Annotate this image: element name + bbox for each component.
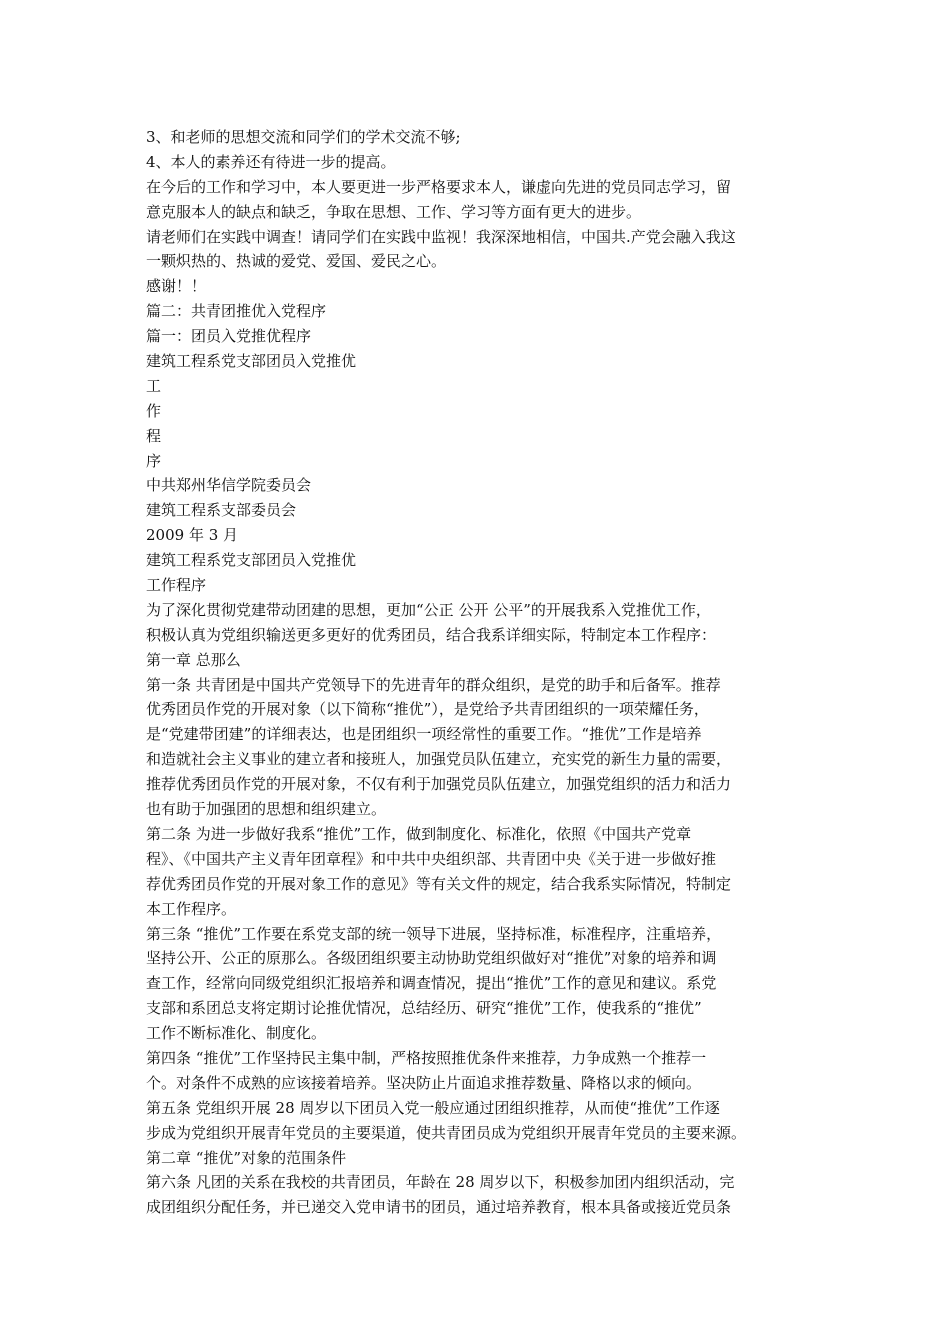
document-line: 第一章 总那么 — [146, 650, 241, 669]
document-line: 工 — [146, 376, 162, 395]
document-line: 第三条 “推优”工作要在系党支部的统一领导下进展，坚持标准，标准程序，注重培养， — [146, 924, 722, 943]
document-line: 建筑工程系支部委员会 — [146, 501, 297, 520]
document-line: 第二章 “推优”对象的范围条件 — [146, 1148, 347, 1167]
document-line: 为了深化贯彻党建带动团建的思想，更加“公正 公开 公平”的开展我系入党推优工作， — [146, 600, 711, 619]
document-line: 和造就社会主义事业的建立者和接班人，加强党员队伍建立，充实党的新生力量的需要， — [146, 750, 732, 769]
document-line: 坚持公开、公正的原那么。各级团组织要主动协助党组织做好对“推优”对象的培养和调 — [146, 949, 717, 968]
document-line: 意克服本人的缺点和缺乏，争取在思想、工作、学习等方面有更大的进步。 — [146, 202, 642, 221]
document-line: 查工作，经常向同级党组织汇报培养和调查情况，提出“推优”工作的意见和建议。系党 — [146, 974, 717, 993]
document-line: 篇二：共青团推优入党程序 — [146, 302, 327, 321]
document-line: 支部和系团总支将定期讨论推优情况，总结经历、研究“推优”工作，使我系的“推优” — [146, 999, 702, 1018]
document-page — [146, 125, 826, 1220]
document-line: 工作不断标准化、制度化。 — [146, 1024, 327, 1043]
document-line: 本工作程序。 — [146, 899, 237, 918]
document-line: 4、本人的素养还有待进一步的提高。 — [146, 152, 396, 171]
document-line: 第二条 为进一步做好我系“推优”工作，做到制度化、标准化，依照《中国共产党章 — [146, 824, 692, 843]
document-line: 中共郑州华信学院委员会 — [146, 476, 312, 495]
document-line: 2009 年 3 月 — [146, 526, 239, 545]
document-line: 感谢！！ — [146, 277, 207, 296]
document-line: 荐优秀团员作党的开展对象工作的意见》等有关文件的规定，结合我系实际情况，特制定 — [146, 874, 732, 893]
document-line: 第六条 凡团的关系在我校的共青团员，年龄在 28 周岁以下，积极参加团内组织活动，完 — [146, 1173, 735, 1192]
document-line: 篇一：团员入党推优程序 — [146, 327, 312, 346]
document-line: 优秀团员作党的开展对象（以下简称“推优”），是党给予共青团组织的一项荣耀任务， — [146, 700, 709, 719]
document-line: 是“党建带团建”的详细表达，也是团组织一项经常性的重要工作。“推优”工作是培养 — [146, 725, 702, 744]
document-line: 第一条 共青团是中国共产党领导下的先进青年的群众组织，是党的助手和后备军。推荐 — [146, 675, 721, 694]
document-line: 推荐优秀团员作党的开展对象，不仅有利于加强党员队伍建立，加强党组织的活力和活力 — [146, 775, 732, 794]
document-line: 3、和老师的思想交流和同学们的学术交流不够; — [146, 128, 461, 146]
document-line: 程 — [146, 426, 162, 445]
document-line: 程》、《中国共产主义青年团章程》和中共中央组织部、共青团中央《关于进一步做好推 — [146, 849, 717, 868]
document-line: 个。对条件不成熟的应该接着培养。坚决防止片面追求推荐数量、降格以求的倾向。 — [146, 1073, 702, 1092]
document-line: 成团组织分配任务，并已递交入党申请书的团员，通过培养教育，根本具备或接近党员条 — [146, 1198, 732, 1217]
document-line: 一颗炽热的、热诚的爱党、爱国、爱民之心。 — [146, 252, 447, 271]
document-line: 在今后的工作和学习中，本人要更进一步严格要求本人，谦虚向先进的党员同志学习，留 — [146, 177, 732, 196]
document-line: 序 — [146, 451, 162, 470]
document-line: 请老师们在实践中调查！请同学们在实践中监视！我深深地相信，中国共.产党会融入我这 — [146, 227, 736, 246]
document-line: 建筑工程系党支部团员入党推优 — [146, 352, 357, 371]
document-line: 第五条 党组织开展 28 周岁以下团员入党一般应通过团组织推荐，从而使“推优”工作逐 — [146, 1098, 720, 1117]
document-line: 建筑工程系党支部团员入党推优 — [146, 551, 357, 570]
document-line: 作 — [146, 401, 162, 420]
document-line: 步成为党组织开展青年党员的主要渠道，使共青团员成为党组织开展青年党员的主要来源。 — [146, 1123, 747, 1142]
document-line: 工作程序 — [146, 576, 207, 595]
document-line: 也有助于加强团的思想和组织建立。 — [146, 800, 387, 819]
document-line: 第四条 “推优”工作坚持民主集中制，严格按照推优条件来推荐，力争成熟一个推荐一 — [146, 1048, 707, 1067]
document-line: 积极认真为党组织输送更多更好的优秀团员，结合我系详细实际，特制定本工作程序： — [146, 625, 717, 644]
